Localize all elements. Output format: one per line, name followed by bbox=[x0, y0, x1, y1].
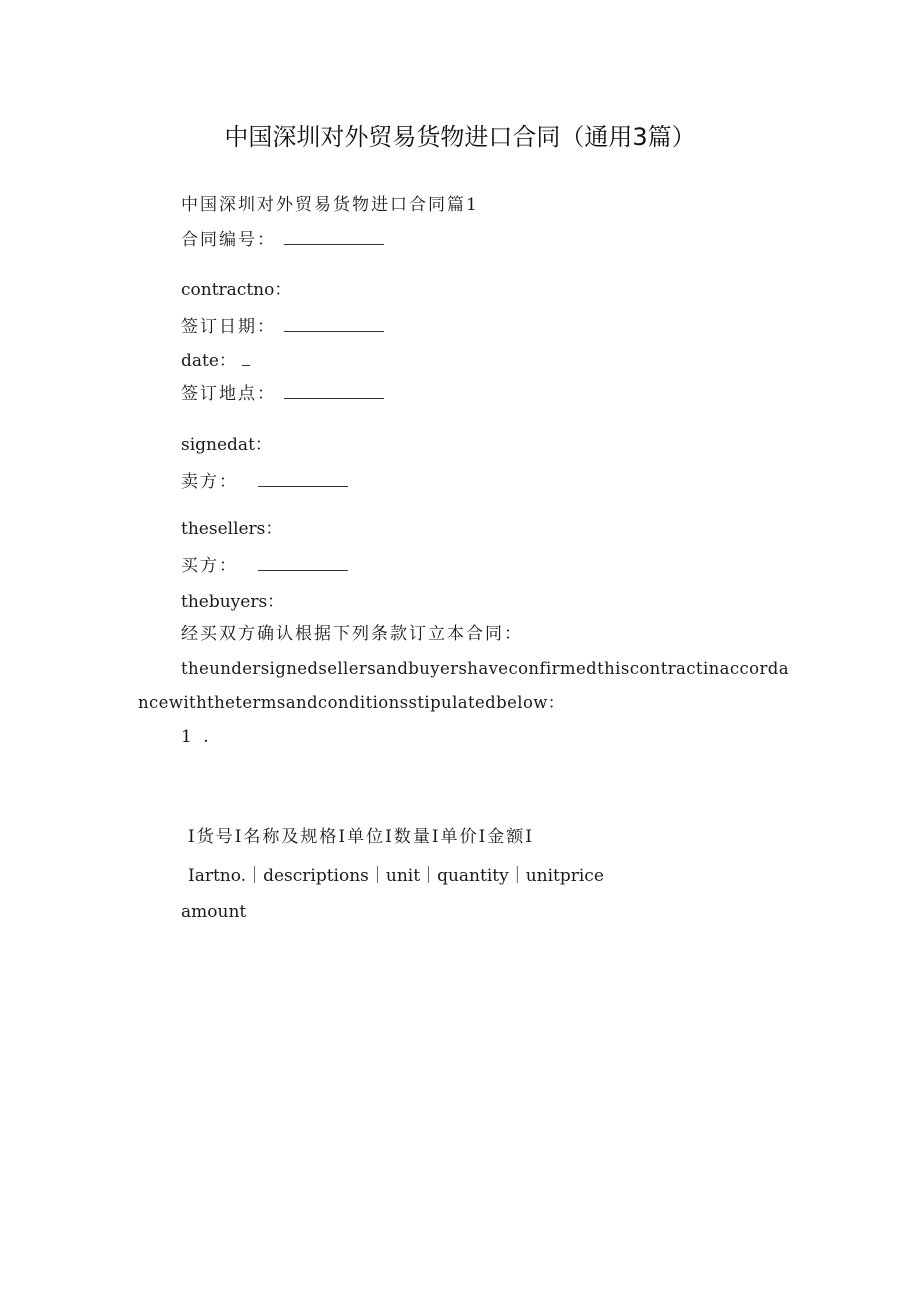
date-en-blank bbox=[242, 351, 250, 366]
buyer-label: 买方： bbox=[181, 556, 238, 576]
signing-date-label: 签订日期： bbox=[181, 317, 276, 337]
sellers-en-label: thesellers： bbox=[181, 519, 283, 539]
section-heading: 中国深圳对外贸易货物进口合同篇1 bbox=[181, 195, 479, 215]
contract-number-label: 合同编号： bbox=[181, 230, 276, 250]
buyers-en-label: thebuyers： bbox=[181, 592, 285, 612]
intro-en-line2: ncewiththetermsandconditionsstipulatedbelow： bbox=[138, 693, 565, 712]
signing-date-row bbox=[181, 315, 384, 339]
signed-at-en-label: signedat： bbox=[181, 435, 272, 455]
intro-en-line1: theundersignedsellersandbuyershaveconfirmedthiscontractinaccorda bbox=[181, 659, 789, 678]
contract-number-row bbox=[181, 228, 384, 252]
document-title: 中国深圳对外贸易货物进口合同（通用3篇） bbox=[224, 123, 696, 151]
date-en-row bbox=[181, 349, 250, 373]
signing-place-blank bbox=[284, 384, 384, 399]
table-header-en-amount: amount bbox=[181, 902, 247, 922]
intro-cn: 经买双方确认根据下列条款订立本合同： bbox=[181, 624, 523, 644]
seller-blank bbox=[258, 472, 348, 487]
seller-label: 卖方： bbox=[181, 472, 238, 492]
buyer-blank bbox=[258, 556, 348, 571]
buyer-row bbox=[181, 554, 348, 578]
signing-place-row bbox=[181, 382, 384, 406]
item-number: 1 . bbox=[181, 727, 212, 747]
contract-number-blank bbox=[284, 230, 384, 245]
date-en-label: date： bbox=[181, 351, 236, 371]
signing-date-blank bbox=[284, 317, 384, 332]
contract-no-en-label: contractno： bbox=[181, 280, 292, 300]
table-header-en: Iartno.｜descriptions｜unit｜quantity｜unitprice bbox=[188, 866, 604, 886]
signing-place-label: 签订地点： bbox=[181, 384, 276, 404]
table-header-cn: I货号I名称及规格I单位I数量I单价I金额I bbox=[188, 827, 535, 847]
seller-row bbox=[181, 470, 348, 494]
